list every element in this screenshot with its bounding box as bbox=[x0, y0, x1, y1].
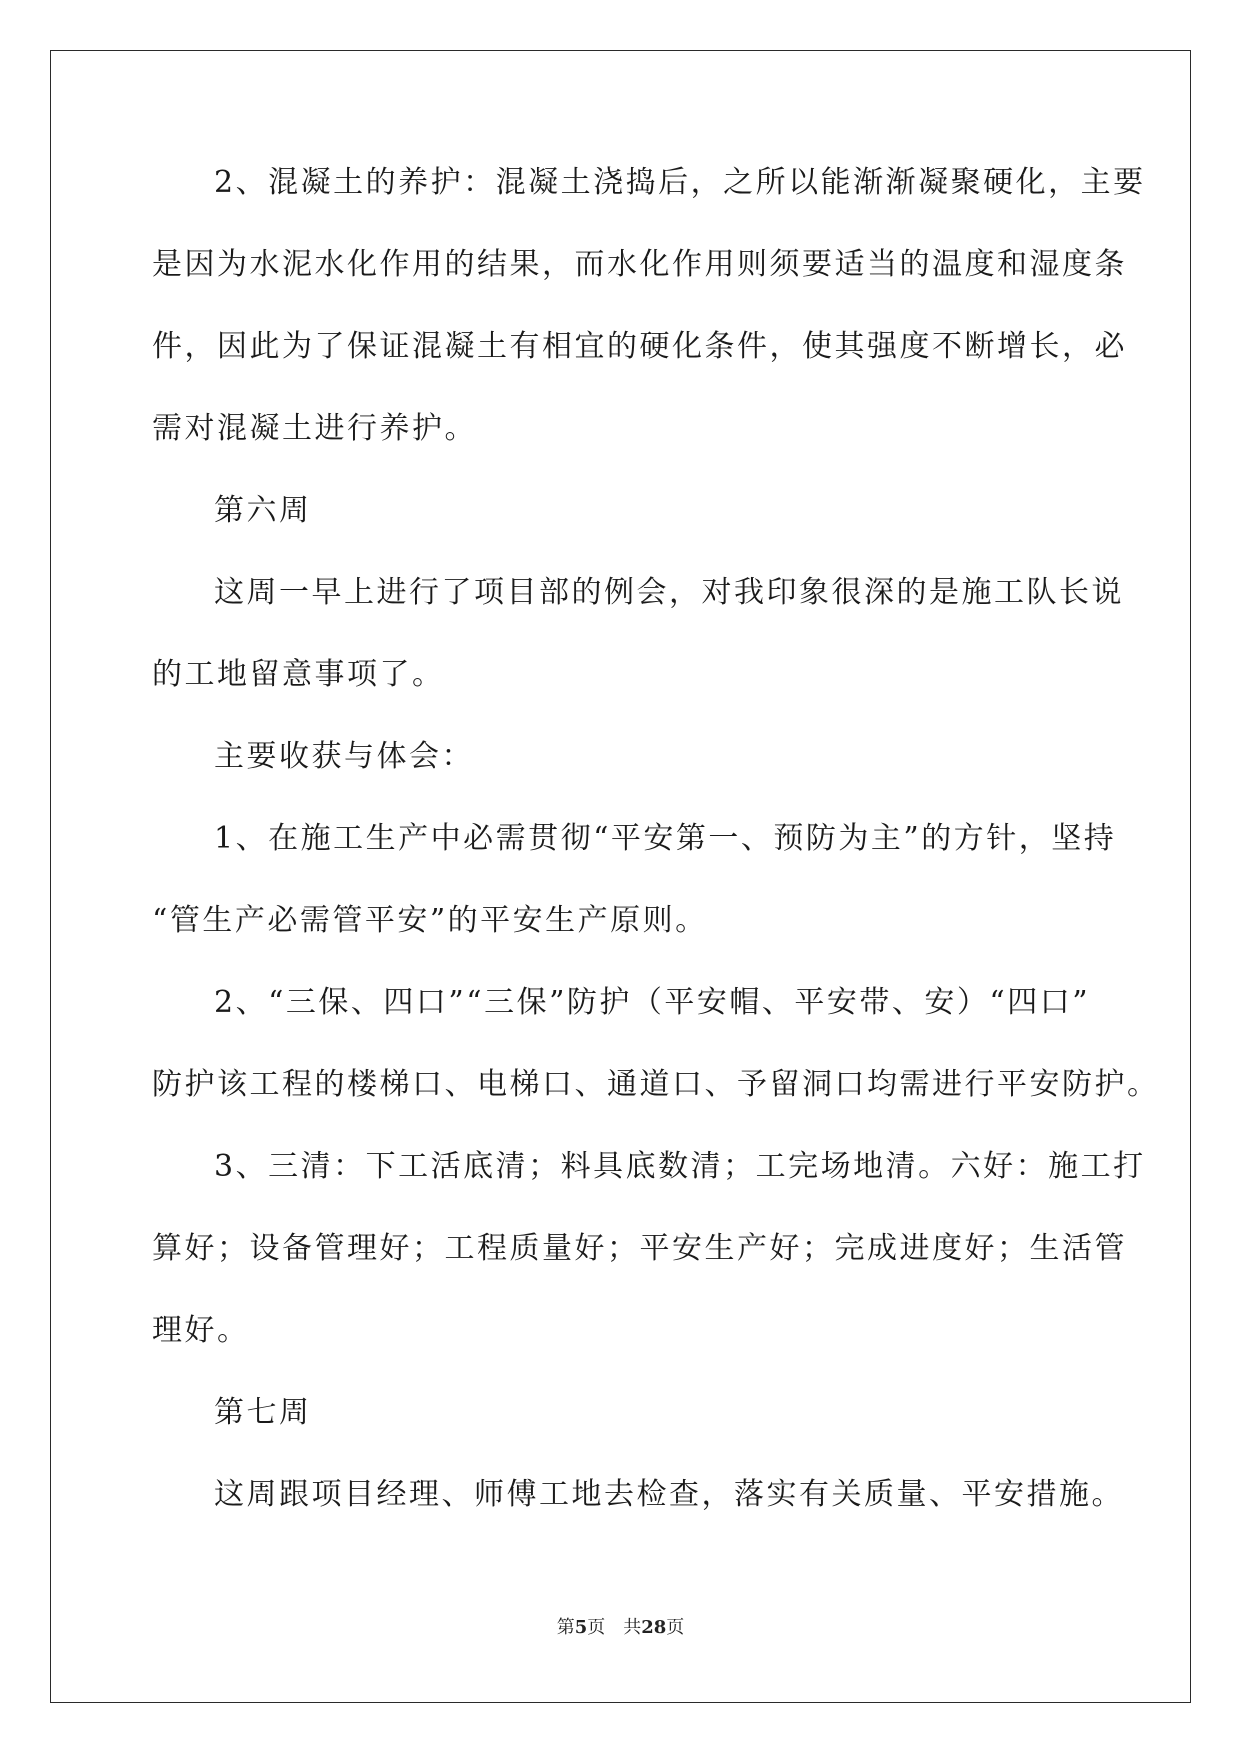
document-body bbox=[152, 163, 1160, 1557]
text-line: 第七周 bbox=[214, 1395, 312, 1430]
footer-prefix: 第 bbox=[556, 1617, 575, 1638]
text-line: 防护该工程的楼梯口、电梯口、通道口、予留洞口均需进行平安防护。 bbox=[152, 1067, 1160, 1102]
text-line: 这周跟项目经理、师傅工地去检查，落实有关质量、平安措施。 bbox=[214, 1477, 1124, 1512]
text-line: 第六周 bbox=[214, 493, 312, 528]
text-line: 算好；设备管理好；工程质量好；平安生产好；完成进度好；生活管 bbox=[152, 1231, 1127, 1266]
text-line: 的工地留意事项了。 bbox=[152, 657, 445, 692]
text-line: 2、混凝土的养护：混凝土浇捣后，之所以能渐渐凝聚硬化，主要 bbox=[214, 165, 1146, 200]
total-page-count: 28 bbox=[641, 1617, 667, 1638]
current-page-number: 5 bbox=[574, 1617, 588, 1638]
text-line: 2、“三保、四口”“三保”防护（平安帽、平安带、安）“四口” bbox=[214, 985, 1091, 1020]
text-line: 理好。 bbox=[152, 1313, 250, 1348]
text-line: 3、三清：下工活底清；料具底数清；工完场地清。六好：施工打 bbox=[214, 1149, 1146, 1184]
page-footer bbox=[0, 1613, 1241, 1639]
text-line: 主要收获与体会： bbox=[214, 739, 474, 774]
text-line: “管生产必需管平安”的平安生产原则。 bbox=[152, 903, 708, 938]
footer-suffix: 页 bbox=[666, 1617, 685, 1638]
text-line: 1、在施工生产中必需贯彻“平安第一、预防为主”的方针，坚持 bbox=[214, 821, 1117, 856]
text-line: 需对混凝土进行养护。 bbox=[152, 411, 477, 446]
text-line: 是因为水泥水化作用的结果，而水化作用则须要适当的温度和湿度条 bbox=[152, 247, 1127, 282]
footer-mid: 页 共 bbox=[587, 1617, 642, 1638]
text-line: 这周一早上进行了项目部的例会，对我印象很深的是施工队长说 bbox=[214, 575, 1124, 610]
text-line: 件，因此为了保证混凝土有相宜的硬化条件，使其强度不断增长，必 bbox=[152, 329, 1127, 364]
